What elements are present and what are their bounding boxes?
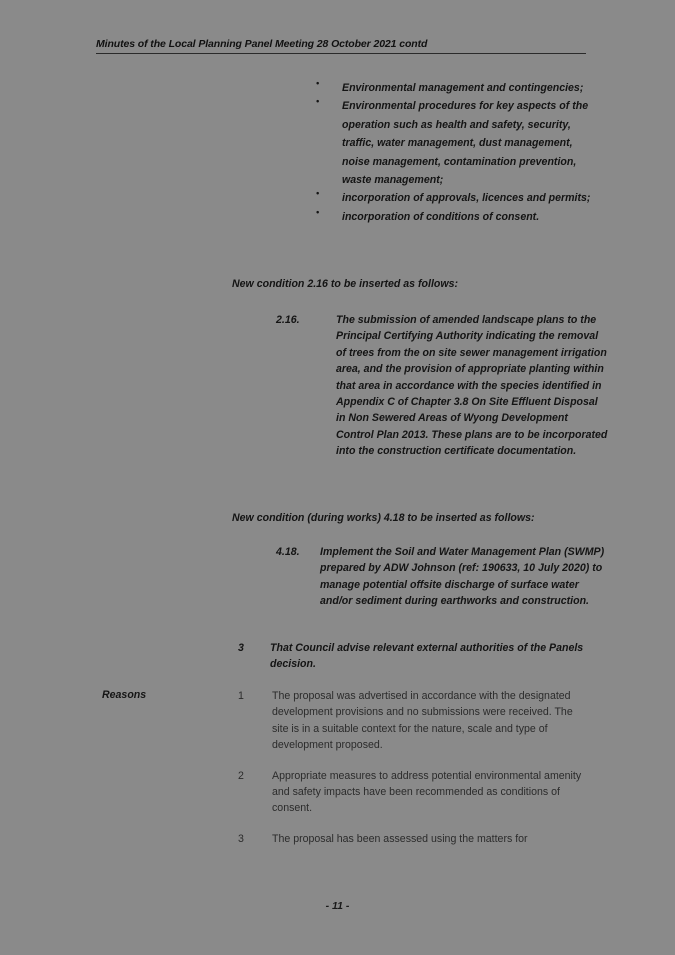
reason-number: 3	[238, 832, 244, 845]
condition-418	[276, 544, 616, 610]
bullet-icon: •	[316, 96, 320, 107]
bullet-icon: •	[316, 206, 320, 217]
resolution-item-3	[238, 640, 608, 673]
condition-216-text: The submission of amended landscape plans to the Principal Certifying Authority indicating the removal of trees from the on site sewer management irrigation area, and the provision of appropriate planting within that area in accordance with the species identified in Appendix C of Chapter 3.8 On Site Effluent Disposal in Non Sewered Areas of Wyong Development Control Plan 2013. These plans are to be incorporated into the construction certificate documentation.	[336, 314, 608, 458]
reason-number: 2	[238, 769, 244, 782]
reason-number: 1	[238, 690, 244, 702]
reason-text: The proposal has been assessed using the matters for	[272, 832, 528, 845]
condition-216	[276, 312, 616, 460]
list-item-text: incorporation of approvals, licences and permits;	[342, 192, 591, 205]
reasons-list	[238, 688, 608, 861]
lead-in-condition-418: New condition (during works) 4.18 to be inserted as follows:	[232, 512, 535, 524]
resolution-item-3-number: 3	[238, 642, 244, 654]
reason-item	[238, 688, 608, 754]
resolution-item-3-text: That Council advise relevant external authorities of the Panels decision.	[270, 642, 584, 671]
reason-item	[238, 768, 608, 817]
list-item	[310, 96, 600, 188]
page-header: Minutes of the Local Planning Panel Meeting 28 October 2021 contd	[96, 38, 586, 54]
page-number: - 11 -	[325, 900, 350, 912]
reason-text: The proposal was advertised in accordance with the designated development provisions and no submissions were received. The site is in a suitable context for the nature, scale and type of development proposed.	[272, 690, 573, 752]
list-item	[310, 78, 600, 96]
condition-216-number: 2.16.	[276, 314, 300, 326]
lead-in-condition-216: New condition 2.16 to be inserted as follows:	[232, 278, 459, 290]
condition-418-number: 4.18.	[276, 546, 300, 558]
bullet-icon: •	[316, 78, 320, 88]
list-item	[310, 188, 600, 206]
condition-418-text: Implement the Soil and Water Management Plan (SWMP) prepared by ADW Johnson (ref: 190633, 10 July 2020) to manage potential offsite discharge of surface water and/or sediment during earthworks and construction.	[320, 546, 605, 608]
reason-item	[238, 831, 608, 847]
list-item-text: Environmental management and contingencies;	[342, 82, 584, 94]
list-item	[310, 207, 600, 225]
reasons-label: Reasons	[102, 689, 147, 701]
reason-text: Appropriate measures to address potential environmental amenity and safety impacts have been recommended as conditions of consent.	[272, 769, 582, 815]
bullet-list	[310, 78, 600, 225]
list-item-text: Environmental procedures for key aspects of the operation such as health and safety, security, traffic, water management, dust management, noise management, contamination prevention, waste management;	[342, 100, 589, 187]
list-item-text: incorporation of conditions of consent.	[342, 210, 540, 223]
bullet-icon: •	[316, 188, 320, 199]
